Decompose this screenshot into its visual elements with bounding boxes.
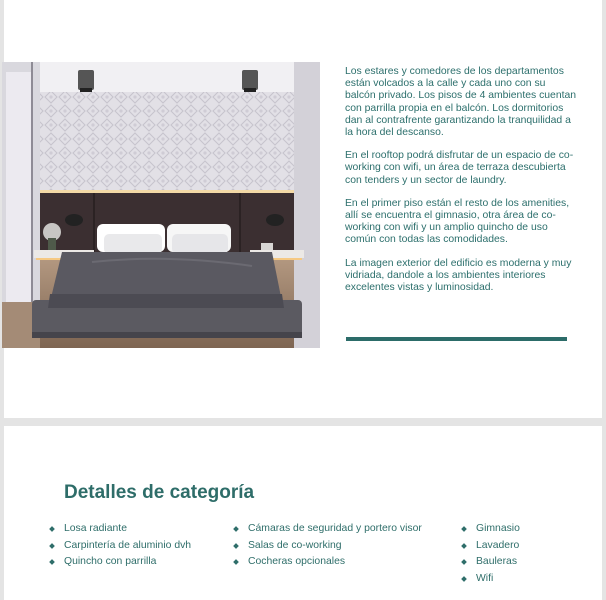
features-column-3 — [462, 521, 520, 587]
feature-item — [462, 571, 520, 588]
description-paragraph: En el primer piso están el resto de los amenities, allí se encuentra el gimnasio, otra área de co-working con wifi y un amplio quincho de uso común con todas las comodidades. — [345, 197, 570, 246]
feature-label: Bauleras — [476, 556, 518, 567]
bedroom-photo — [2, 62, 320, 348]
feature-item — [50, 521, 191, 538]
feature-label: Carpintería de aluminio dvh — [64, 539, 192, 551]
description-paragraph: En el rooftop podrá disfrutar de un espacio de co-working con wifi, un área de terraza descubierta con tenders y un sector de laundry. — [345, 150, 574, 186]
feature-label: Wifi — [476, 572, 494, 584]
bullet-icon — [49, 526, 55, 532]
bullet-icon — [233, 526, 239, 532]
feature-label: Lavadero — [476, 539, 520, 551]
feature-item — [462, 521, 520, 538]
bullet-icon — [233, 559, 239, 565]
bullet-icon — [49, 559, 55, 565]
bullet-icon — [461, 576, 467, 582]
feature-label: Cocheras opcionales — [248, 556, 346, 567]
category-title: Detalles de categoría — [64, 482, 255, 503]
bullet-icon — [49, 543, 55, 549]
feature-label: Losa radiante — [64, 523, 127, 534]
bullet-icon — [461, 526, 467, 532]
feature-label: Gimnasio — [476, 523, 520, 534]
feature-item — [462, 554, 520, 571]
accent-divider — [346, 337, 567, 341]
description-paragraph: Los estares y comedores de los departamentos están volcados a la calle y cada uno con su balcón privado. Los pisos de 4 ambientes cuentan con parrilla propia en el balcón. Los dormitorios dan al contrafrente garantizando la tranquilidad a la hora del descanso. — [345, 66, 577, 139]
feature-label: Salas de co-working — [248, 539, 342, 551]
feature-item — [50, 554, 191, 571]
feature-item — [234, 538, 422, 555]
features-column-2 — [234, 521, 422, 571]
feature-item — [234, 521, 422, 538]
feature-label: Quincho con parrilla — [64, 556, 157, 567]
description-column — [345, 66, 577, 305]
feature-item — [462, 538, 520, 555]
bullet-icon — [461, 543, 467, 549]
features-column-1 — [50, 521, 191, 571]
feature-item — [50, 538, 191, 555]
bullet-icon — [233, 543, 239, 549]
feature-item — [234, 554, 422, 571]
bullet-icon — [461, 559, 467, 565]
description-paragraph: La imagen exterior del edificio es moderna y muy vidriada, dandole a los ambientes interiores excelentes vistas y luminosidad. — [345, 257, 572, 294]
feature-label: Cámaras de seguridad y portero visor — [248, 523, 422, 534]
